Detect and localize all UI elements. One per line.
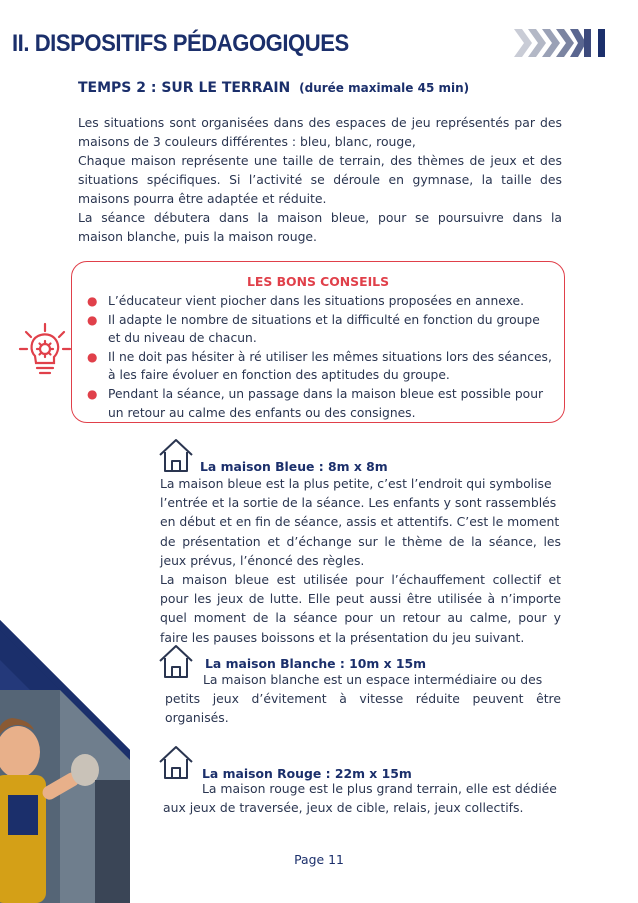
lightbulb-icon [18,322,72,378]
bullet-icon: ● [87,294,98,308]
blue-house-description [160,474,561,647]
blue-line: pour les jeux de lutte. Elle peut aussi être utilisée à n’importe [160,591,561,607]
intro-paragraph [78,113,562,246]
red-line: aux jeux de traversée, jeux de cible, relais, jeux collectifs. [163,800,524,816]
page-number: Page 11 [294,852,344,867]
intro-line: maisons pourra être adaptée et réduite. [78,191,327,206]
red-line: La maison rouge est le plus grand terrain, elle est dédiée [202,781,557,796]
tip-text: Il ne doit pas hésiter à ré utiliser les mêmes situations lors des séances, à les faire évoluer en fonction des aptitudes du groupe. [108,349,552,383]
subheading [78,80,469,96]
red-house-title: La maison Rouge : 22m x 15m [202,766,412,781]
corner-decoration-photo [0,620,130,903]
blue-line: quel moment de la séance pour un retour au calme, pour y [160,610,561,626]
tip-text: Il adapte le nombre de situations et la difficulté en fonction du groupe et du niveau de chacun. [108,312,540,346]
tips-list [84,292,552,422]
blue-line: en début et en fin de séance, assis et attentifs. C’est le moment [160,514,560,530]
white-line: petits jeux d’évitement à vitesse réduite peuvent être [165,691,561,707]
tips-title: LES BONS CONSEILS [247,274,389,289]
tip-item [84,385,552,422]
tip-text: Pendant la séance, un passage dans la maison bleue est possible pour un retour au calme des enfants ou des consignes. [108,386,544,420]
blue-line: de présentation et d’échange sur le thème de la séance, les [160,533,561,549]
tip-item [84,348,552,385]
intro-line: maison blanche, puis la maison rouge. [78,229,317,244]
blue-line: La maison bleue est utilisée pour l’échauffement collectif et [160,572,561,588]
intro-line: La séance débutera dans la maison bleue, pour se poursuivre dans la [78,210,562,225]
blue-line: faire les pauses boissons et la présentation du jeu suivant. [160,629,525,645]
red-house-description [163,779,561,817]
blue-house-icon [158,437,194,473]
intro-line: Les situations sont organisées dans des espaces de jeu représentés par des [78,115,562,130]
subheading-title: TEMPS 2 : SUR LE TERRAIN [78,80,291,96]
bullet-icon: ● [87,312,98,327]
blue-line: La maison bleue est la plus petite, c’est l’endroit qui symbolise [160,476,552,491]
intro-line: maisons de 3 couleurs différentes : bleu, blanc, rouge, [78,134,416,149]
intro-line: situations spécifiques. Si l’activité se déroule en gymnase, la taille des [78,172,562,187]
red-house-icon [158,744,194,780]
white-house-description [165,670,561,728]
bullet-icon: ● [87,349,98,364]
blue-house-title: La maison Bleue : 8m x 8m [200,459,388,474]
white-line: La maison blanche est un espace intermédiaire ou des [203,672,543,687]
intro-line: Chaque maison représente une taille de terrain, des thèmes de jeux et des [78,153,562,168]
tip-item [84,311,552,348]
tip-text: L’éducateur vient piocher dans les situations proposées en annexe. [108,294,524,308]
white-house-title: La maison Blanche : 10m x 15m [205,656,427,671]
section-title: II. DISPOSITIFS PÉDAGOGIQUES [12,30,349,57]
blue-line: jeux prévus, l’énoncé des règles. [160,552,365,568]
bullet-icon: ● [87,386,98,401]
subheading-note: (durée maximale 45 min) [299,81,470,95]
blue-line: l’entrée et la sortie de la séance. Les enfants y sont rassemblés [160,495,557,511]
tip-item [84,292,552,311]
white-line: organisés. [165,710,229,726]
chevron-logo-icon [514,25,610,61]
